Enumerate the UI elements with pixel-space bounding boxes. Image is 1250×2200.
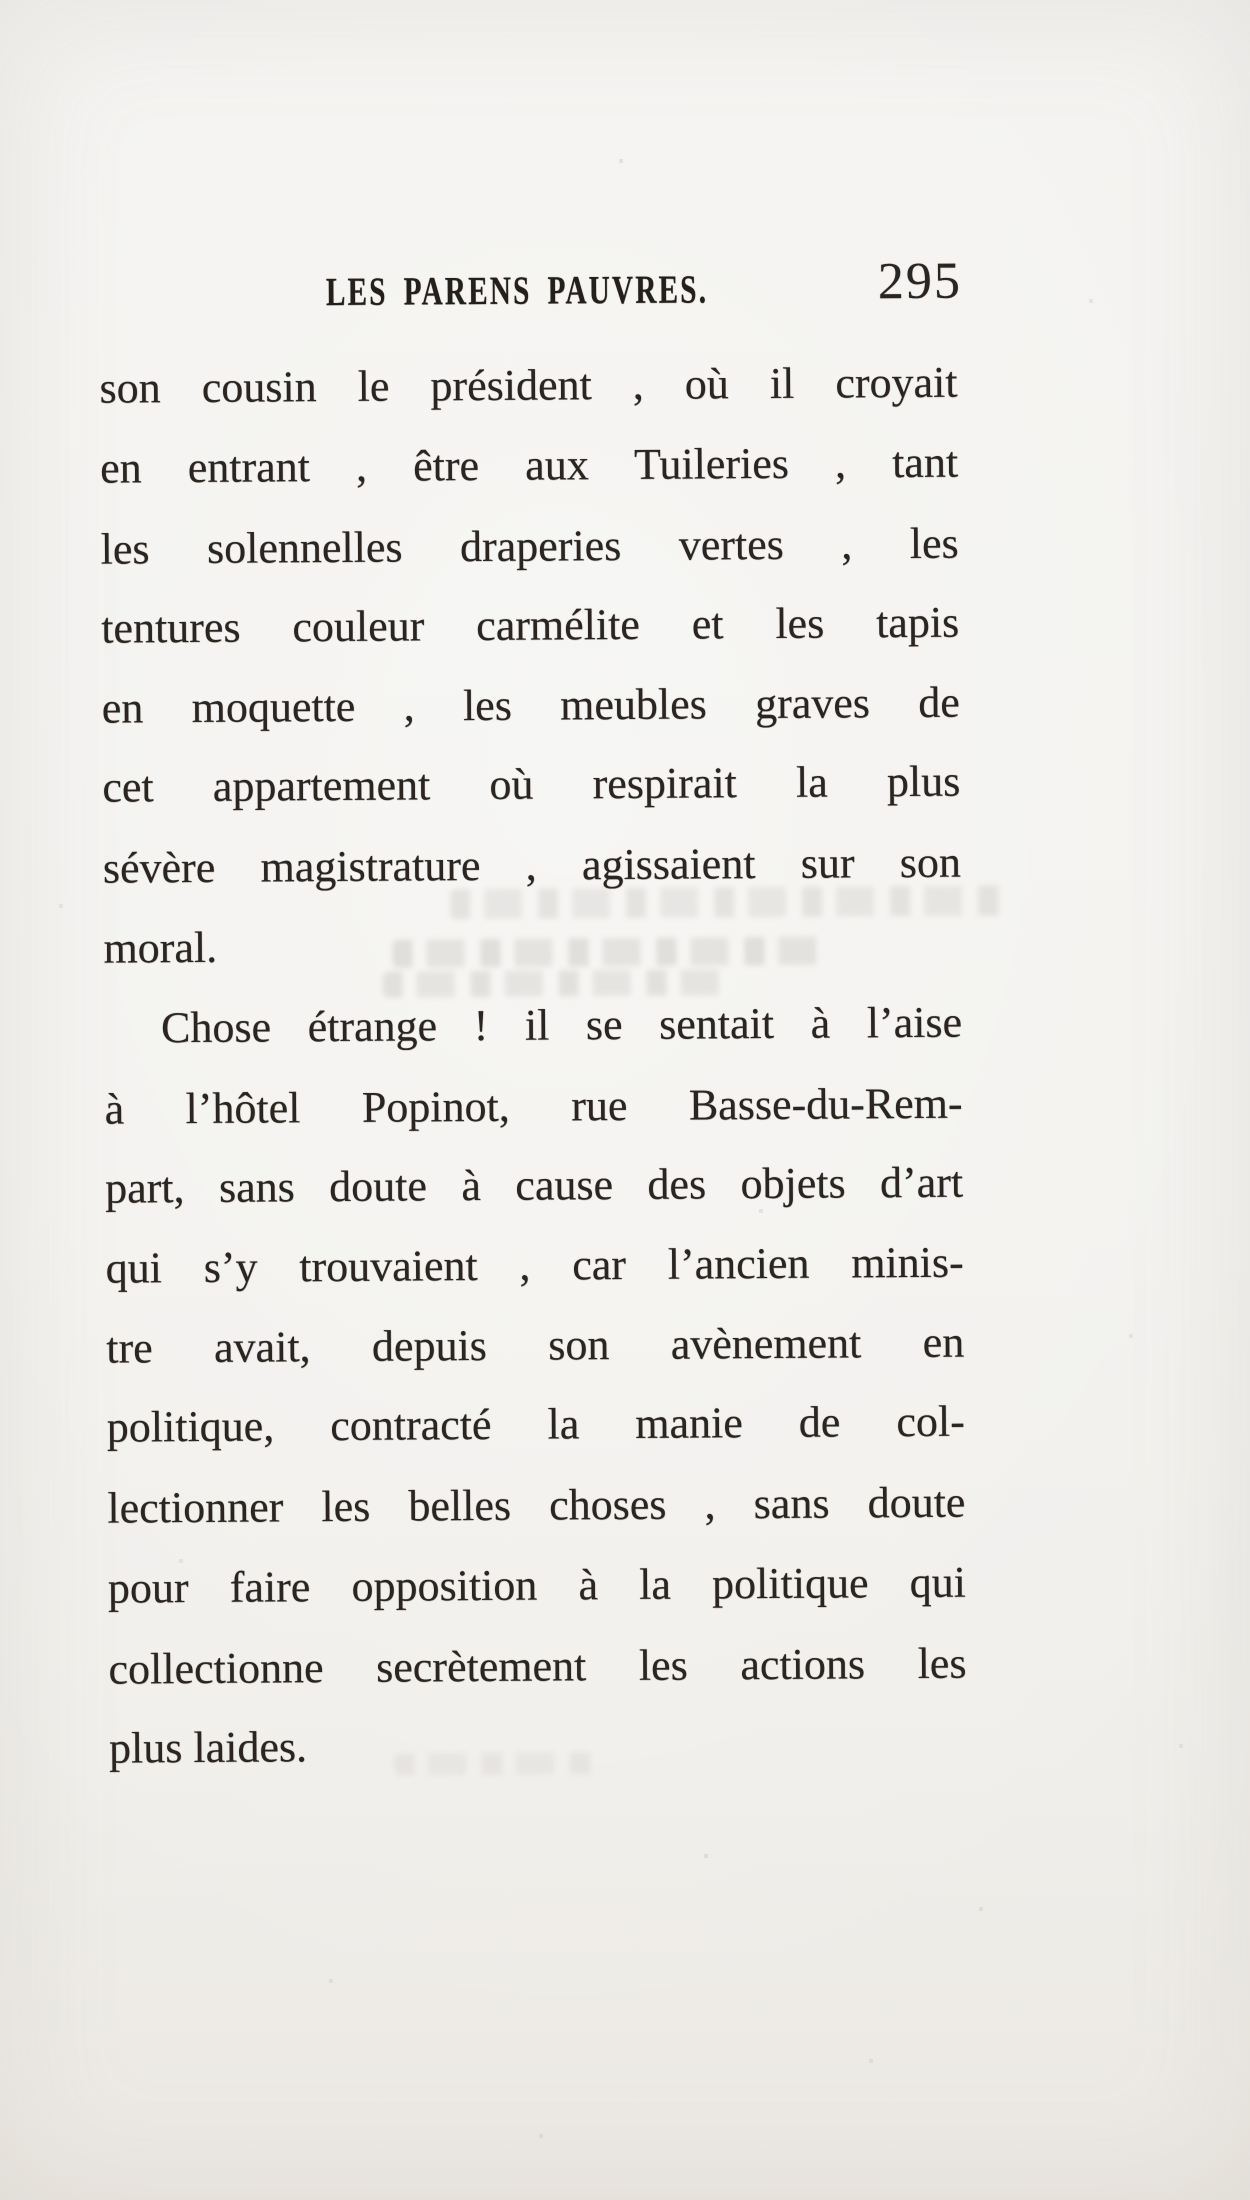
text-line: qui s’y trouvaient , car l’ancien minis- xyxy=(105,1237,964,1293)
text-line: collectionne secrètement les actions les xyxy=(108,1638,967,1694)
text-line: cet appartement où respirait la plus xyxy=(102,756,961,812)
paper-specks xyxy=(0,0,2,2)
text-line: en moquette , les meubles graves de xyxy=(101,677,960,733)
ink-bleedthrough-smudge xyxy=(392,937,832,968)
text-line-paragraph-end: plus laides. xyxy=(108,1722,308,1773)
text-line: pour faire opposition à la politique qui xyxy=(107,1557,967,1613)
text-line: politique, contracté la manie de col- xyxy=(106,1396,965,1452)
text-line: à l’hôtel Popinot, rue Basse-du-Rem- xyxy=(104,1078,963,1134)
text-line: tentures couleur carmélite et les tapis xyxy=(101,597,960,653)
text-line: son cousin le président , où il croyait xyxy=(99,357,958,413)
text-line: tre avait, depuis son avènement en xyxy=(106,1317,965,1373)
text-line: en entrant , être aux Tuileries , tant xyxy=(99,437,959,493)
text-line-paragraph-start: Chose étrange ! il se sentait à l’aise xyxy=(160,997,963,1053)
text-block xyxy=(99,343,967,1789)
ink-bleedthrough-smudge xyxy=(383,969,733,997)
ink-bleedthrough-smudge xyxy=(450,885,1010,919)
text-line: sévère magistrature , agissaient sur son xyxy=(102,837,962,893)
text-line: lectionner les belles choses , sans doute xyxy=(107,1477,966,1533)
text-line: part, sans doute à cause des objets d’art xyxy=(104,1157,964,1213)
page-number: 295 xyxy=(877,252,963,311)
ink-bleedthrough-smudge xyxy=(394,1752,604,1775)
text-line: les solennelles draperies vertes , les xyxy=(100,518,959,574)
text-line-paragraph-end: moral. xyxy=(103,922,218,973)
running-header-title: LES PARENS PAUVRES. xyxy=(325,266,709,315)
